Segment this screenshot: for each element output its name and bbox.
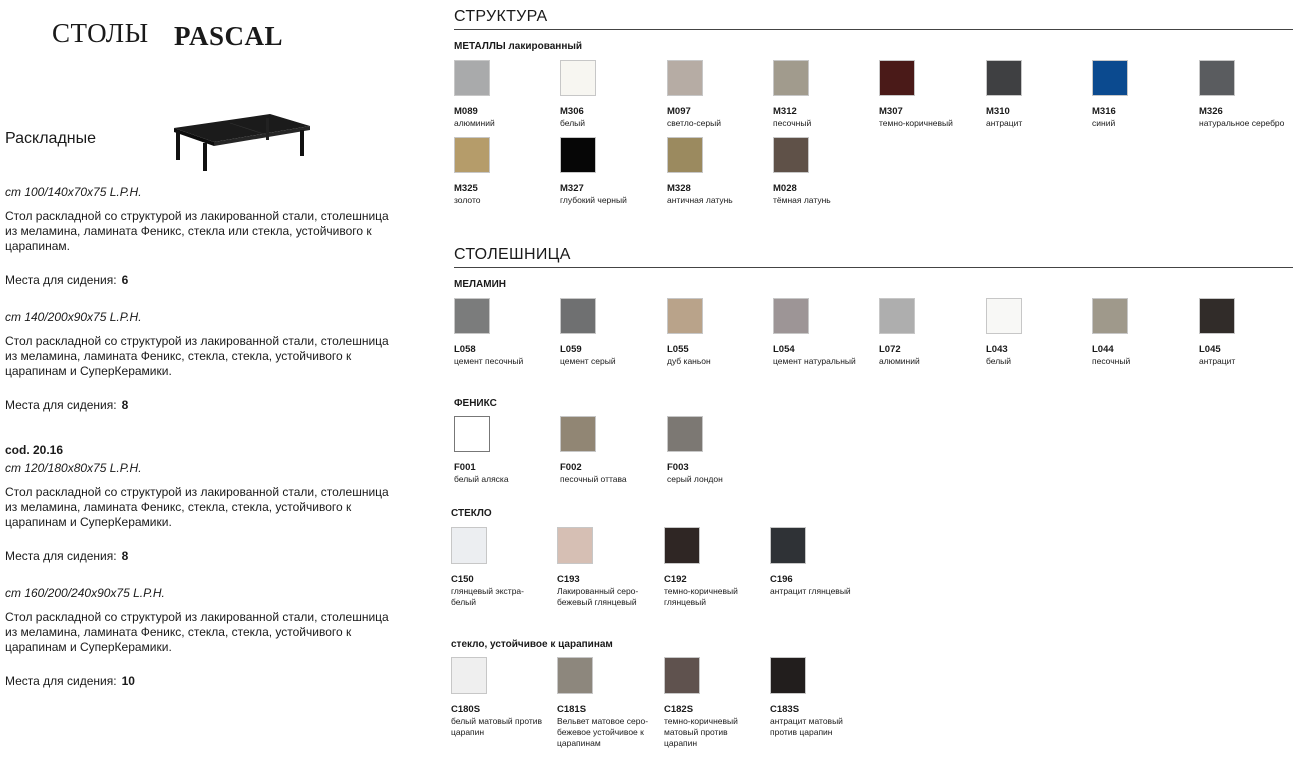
swatch-name: песочный оттава [560,474,627,484]
swatch-name: Вельвет матовое серо-бежевое устойчивое к царапинам [557,716,649,748]
color-chip [770,657,806,694]
color-chip [773,137,809,173]
swatch-code: C193 [557,574,580,585]
swatch-name: цемент серый [560,356,616,366]
section-title-structure: СТРУКТУРА [454,8,548,25]
seats-value: 8 [121,398,129,412]
swatch-code: F002 [560,462,582,473]
color-chip [664,657,700,694]
brand-title: PASCAL [174,21,284,51]
swatch-name: белый [986,356,1012,366]
swatch-code: L055 [667,344,689,355]
swatch-code: C196 [770,574,793,585]
seats-label: Места для сидения: [5,549,117,563]
swatch-code: C181S [557,704,587,715]
swatch-name: темно-коричневый глянцевый [664,586,738,607]
color-chip [1199,298,1235,334]
section-divider [454,267,1293,268]
color-chip [773,60,809,96]
seats-value: 8 [121,549,129,563]
swatch-name: серый лондон [667,474,723,484]
seats-label: Места для сидения: [5,398,117,412]
swatch-name: глубокий черный [560,195,627,205]
group-label-melamine: МЕЛАМИН [454,279,506,290]
section-title-tabletop: СТОЛЕШНИЦА [454,246,571,263]
swatch-code: M312 [773,106,797,117]
product-subtitle: Раскладные [5,130,97,147]
color-chip [557,527,593,564]
seats-row-2 [5,398,128,412]
color-chip [454,298,490,334]
swatch-f002[interactable] [560,416,684,485]
color-chip [667,137,703,173]
group-label-glass: СТЕКЛО [451,508,492,519]
swatch-m306[interactable] [560,60,684,129]
swatch-c181s[interactable] [557,657,681,749]
seats-label: Места для сидения: [5,674,117,688]
dimensions-3: cm 120/180x80x75 L.P.H. [5,461,142,475]
swatch-m327[interactable] [560,137,684,206]
color-chip [770,527,806,564]
swatch-code: M307 [879,106,903,117]
swatch-code: L058 [454,344,476,355]
page-title-main: СТОЛЫ [52,18,149,48]
color-chip [1092,298,1128,334]
swatch-name: темно-коричневый матовый против царапин [664,716,738,748]
swatch-name: белый [560,118,586,128]
section-divider [454,29,1293,30]
swatch-code: L054 [773,344,795,355]
swatch-code: M327 [560,183,584,194]
swatch-code: F003 [667,462,689,473]
color-chip [451,527,487,564]
color-chip [454,416,490,452]
swatch-name: цемент натуральный [773,356,856,366]
swatch-code: L059 [560,344,582,355]
swatch-name: синий [1092,118,1116,128]
group-label-scratch-resistant-glass: стекло, устойчивое к царапинам [451,639,613,650]
seats-row-1 [5,273,128,287]
swatch-code: L044 [1092,344,1114,355]
swatch-m316[interactable] [1092,60,1216,129]
swatch-m326[interactable] [1199,60,1308,129]
description-2: Стол раскладной со структурой из лакированной стали, столешница из меламина, ламината Феникс, стекла, стекла, устойчивого к царапинам и СуперКерамики. [5,334,389,378]
swatch-name: тёмная латунь [773,195,831,205]
swatch-code: L045 [1199,344,1221,355]
swatch-code: C180S [451,704,481,715]
color-chip [560,137,596,173]
swatch-name: антрацит [1199,356,1236,366]
description-4: Стол раскладной со структурой из лакированной стали, столешница из меламина, ламината Феникс, стекла, стекла, устойчивого к царапинам и СуперКерамики. [5,610,389,654]
color-chip [560,60,596,96]
seats-value: 10 [121,674,135,688]
swatch-code: M028 [773,183,797,194]
color-chip [664,527,700,564]
dimensions-1: cm 100/140x70x75 L.P.H. [5,185,142,199]
color-chip [1199,60,1235,96]
color-chip [986,60,1022,96]
swatch-l045[interactable] [1199,298,1308,367]
swatch-code: M328 [667,183,691,194]
swatch-name: цемент песочный [454,356,524,366]
swatch-name: светло-серый [667,118,721,128]
swatch-name: алюминий [454,118,495,128]
color-chip [454,60,490,96]
color-chip [454,137,490,173]
color-chip [451,657,487,694]
swatch-c193[interactable] [557,527,681,608]
swatch-name: Лакированный серо-бежевый глянцевый [557,586,639,607]
swatch-code: L072 [879,344,901,355]
color-chip [667,298,703,334]
swatch-code: M326 [1199,106,1223,117]
swatch-c196[interactable] [770,527,894,597]
swatch-name: антрацит [986,118,1023,128]
swatch-f003[interactable] [667,416,791,485]
swatch-code: M089 [454,106,478,117]
swatch-code: M310 [986,106,1010,117]
swatch-name: дуб каньон [667,356,711,366]
swatch-name: глянцевый экстра-белый [451,586,524,607]
swatch-code: C183S [770,704,800,715]
description-3: Стол раскладной со структурой из лакированной стали, столешница из меламина, ламината Феникс, стекла, стекла, устойчивого к царапинам и СуперКерамики. [5,485,389,529]
swatch-code: M316 [1092,106,1116,117]
color-chip [879,298,915,334]
swatch-name: античная латунь [667,195,733,205]
swatch-code: M325 [454,183,478,194]
group-label-metals: МЕТАЛЛЫ лакированный [454,41,583,52]
swatch-name: песочный [773,118,812,128]
swatch-code: M097 [667,106,691,117]
black-extendable-table-image [170,112,312,176]
product-code: cod. 20.16 [5,443,64,457]
swatch-m307[interactable] [879,60,1003,129]
swatch-name: темно-коричневый [879,118,953,128]
swatch-l044[interactable] [1092,298,1216,367]
swatch-name: алюминий [879,356,920,366]
swatch-l059[interactable] [560,298,684,367]
color-chip [560,298,596,334]
color-chip [1092,60,1128,96]
description-1: Стол раскладной со структурой из лакированной стали, столешница из меламина, ламината Феникс, стекла или стекла, устойчивого к царапинам. [5,209,389,253]
swatch-code: L043 [986,344,1008,355]
swatch-name: натуральное серебро [1199,118,1285,128]
color-chip [667,416,703,452]
seats-row-4 [5,674,135,688]
color-chip [667,60,703,96]
swatch-c183s[interactable] [770,657,894,738]
dimensions-2: cm 140/200x90x75 L.P.H. [5,310,142,324]
swatch-name: белый матовый против царапин [451,716,543,737]
swatch-name: золото [454,195,481,205]
swatch-code: C182S [664,704,694,715]
group-label-fenix: ФЕНИКС [454,398,497,409]
seats-value: 6 [121,273,129,287]
color-chip [560,416,596,452]
color-chip [557,657,593,694]
swatch-name: антрацит матовый против царапин [770,716,843,737]
swatch-name: песочный [1092,356,1131,366]
swatch-name: антрацит глянцевый [770,586,851,596]
color-chip [773,298,809,334]
swatch-code: F001 [454,462,476,473]
swatch-code: C150 [451,574,474,585]
seats-label: Места для сидения: [5,273,117,287]
swatch-m028[interactable] [773,137,897,206]
swatch-code: M306 [560,106,584,117]
swatch-name: белый аляска [454,474,509,484]
swatch-l072[interactable] [879,298,1003,367]
seats-row-3 [5,549,128,563]
color-chip [879,60,915,96]
color-chip [986,298,1022,334]
dimensions-4: cm 160/200/240x90x75 L.P.H. [5,586,165,600]
swatch-code: C192 [664,574,687,585]
